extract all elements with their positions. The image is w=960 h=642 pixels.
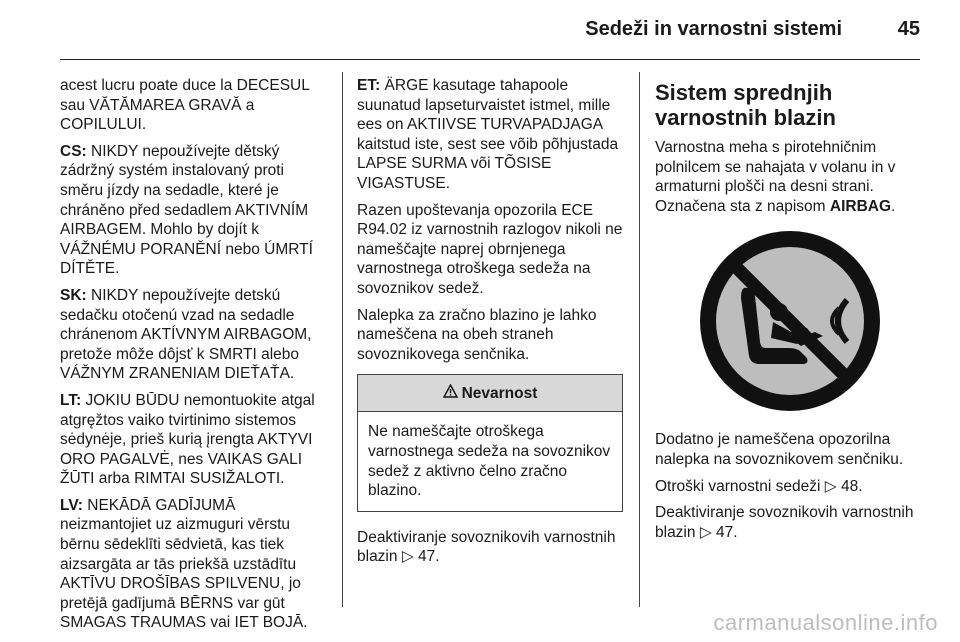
page-ref[interactable]: 48.	[840, 477, 863, 495]
lang-label-sk: SK:	[60, 286, 87, 304]
column-divider	[639, 72, 640, 607]
paragraph-ro: acest lucru poate duce la DECESUL sau VĂTĂMAREA GRAVĂ a COPILULUI.	[60, 77, 310, 134]
page-ref-icon: ▷	[699, 523, 712, 541]
paragraph-label: Nalepka za zračno blazino je lahko nameščena na obeh straneh sovoznikovega senčnika.	[357, 306, 597, 363]
page-ref[interactable]: 47.	[716, 523, 738, 541]
warning-triangle-icon	[443, 384, 458, 404]
paragraph-lt: LT: JOKIU BŪDU nemontuokite atgal atgręžtos vaiko tvirtinimo sistemos sėdynėje, prieš kurią įrengta AKTYVI ORO PAGALVĖ, nes VAIKAS GALI ŽŪTI arba RIMTAI SUSIŽALOTI.	[60, 391, 315, 488]
column-3	[655, 80, 923, 549]
no-rear-facing-seat-figure	[655, 226, 925, 416]
warning-text: Ne nameščajte otroškega varnostnega sedeža na sovoznikov sedež z aktivno čelno zračno blazino.	[368, 423, 611, 500]
warning-box	[357, 374, 623, 511]
page-ref[interactable]: 47.	[418, 548, 440, 566]
paragraph-deactivation: Deaktiviranje sovoznikovih varnostnih blazin ▷ 47.	[655, 504, 914, 541]
page-ref-icon: ▷	[401, 548, 414, 566]
airbag-label: AIRBAG	[829, 197, 892, 215]
paragraph-sk: SK: NIKDY nepoužívejte detskú sedačku otočenú vzad na sedadle chránenom AKTÍVNYM AIRBAGOM, pretože môže dôjsť k SMRTI alebo VÁŽNYM ZRANENIAM DIEŤAŤA.	[60, 286, 312, 383]
paragraph-lv: LV: NEKĀDĀ GADĪJUMĀ neizmantojiet uz aizmuguri vērstu bērnu sēdeklīti sēdvietā, kas tiek aizsargāta ar tās priekšā uzstādītu AKTĪVU DROŠĪBAS SPILVENU, jo pretējā gadījumā BĒRNS var gūt SMAGAS TRAUMAS vai IET BOJĀ.	[60, 496, 308, 632]
warning-header	[358, 375, 622, 412]
page-number: 45	[897, 18, 920, 40]
paragraph-airbag-location: Varnostna meha s pirotehničnim polnilcem se nahajata v volanu in v armaturni plošči na desni strani. Označena sta z napisom AIRBAG.	[655, 139, 896, 215]
page-header	[0, 0, 960, 58]
column-divider	[342, 72, 343, 607]
prohibition-sign-icon	[697, 228, 883, 414]
paragraph-child-seats: Otroški varnostni sedeži ▷ 48.	[655, 477, 863, 495]
paragraph-deactivation: Deaktiviranje sovoznikovih varnostnih blazin ▷ 47.	[357, 528, 616, 566]
column-1	[60, 76, 328, 640]
column-2	[357, 76, 625, 574]
lang-label-lt: LT:	[60, 391, 82, 409]
paragraph-sun-visor-label: Dodatno je nameščena opozorilna nalepka na sovoznikovem senčniku.	[655, 431, 904, 468]
lang-label-cs: CS:	[60, 142, 87, 160]
paragraph-ece: Razen upoštevanja opozorila ECE R94.02 iz varnostnih razlogov nikoli ne nameščajte naprej obrnjenega varnostnega otroškega sedeža na sovoznikov sedež.	[357, 201, 623, 297]
lang-label-et: ET:	[357, 77, 381, 94]
paragraph-cs: CS: NIKDY nepoužívejte dětský zádržný systém instalovaný proti směru jízdy na sedadle, které je chráněno před sedadlem AKTIVNÍM AIRBAGEM. Mohlo by dojít k VÁŽNÉMU PORANĚNÍ nebo ÚMRTÍ DÍTĚTE.	[60, 142, 313, 278]
warning-title: Nevarnost	[461, 384, 538, 402]
section-heading: Sistem sprednjih varnostnih blazin	[655, 80, 836, 130]
header-rule	[60, 59, 920, 60]
lang-label-lv: LV:	[60, 496, 83, 514]
page-ref-icon: ▷	[824, 477, 837, 495]
watermark: carmanualsonline.info	[713, 610, 938, 635]
paragraph-et: ET: ÄRGE kasutage tahapoole suunatud lapseturvaistet istmel, mille ees on AKTIIVSE TURVAPADJAGA kaitstud iste, sest see võib põhjustada LAPSE SURMA või TÕSISE VIGASTUSE.	[357, 77, 619, 192]
header-title: Sedeži in varnostni sistemi	[585, 18, 842, 40]
